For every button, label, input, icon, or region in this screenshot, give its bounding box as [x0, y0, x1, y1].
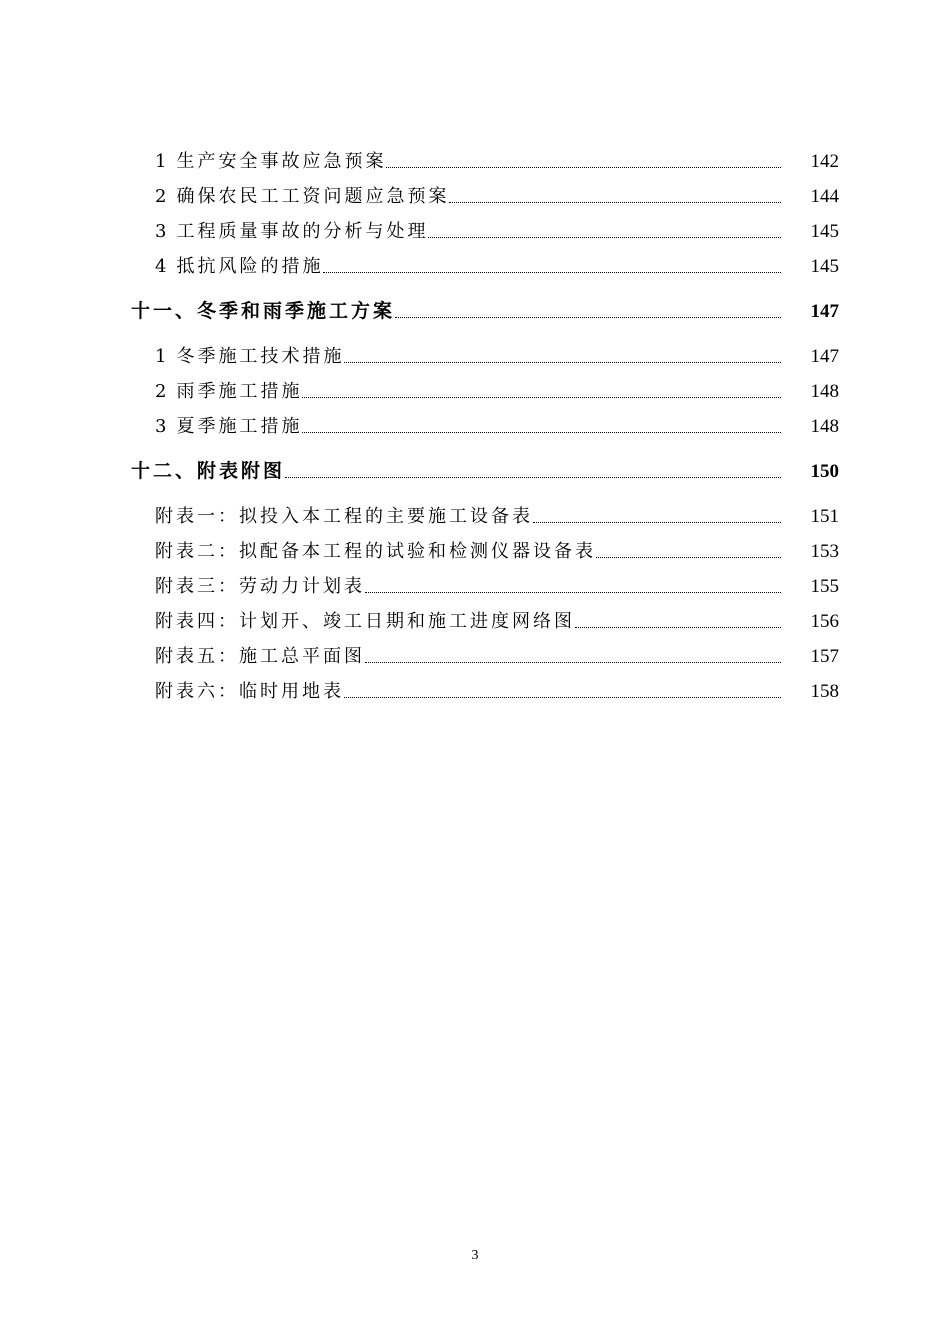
toc-entry-page: 148: [810, 416, 839, 437]
toc-chapter-entry[interactable]: [131, 296, 839, 324]
dot-leader: [365, 592, 781, 593]
toc-entry-page: 145: [810, 221, 839, 242]
toc-entry-title: 附表六：临时用地表: [155, 681, 344, 702]
page-number: 3: [471, 1248, 479, 1263]
toc-entry-page: 142: [810, 151, 839, 172]
toc-entry-page: 145: [810, 256, 839, 277]
toc-entry[interactable]: [155, 571, 839, 599]
toc-entry-page: 156: [810, 611, 839, 632]
toc-entry-title: 冬季施工技术措施: [176, 346, 345, 367]
toc-entry-number: 1: [155, 346, 167, 367]
toc-entry-title: 确保农民工工资问题应急预案: [176, 186, 450, 207]
toc-chapter-title: 十二、附表附图: [131, 460, 286, 482]
dot-leader: [344, 697, 781, 698]
dot-leader: [323, 272, 781, 273]
dot-leader: [302, 432, 781, 433]
toc-entry-title: 夏季施工措施: [176, 416, 303, 437]
dot-leader: [428, 237, 781, 238]
toc-entry-title: 雨季施工措施: [176, 381, 303, 402]
toc-entry-page: 155: [810, 576, 839, 597]
toc-entry[interactable]: [155, 146, 839, 174]
dot-leader: [365, 662, 781, 663]
dot-leader: [386, 167, 781, 168]
toc-entry[interactable]: [155, 251, 839, 279]
dot-leader: [285, 477, 781, 478]
dot-leader: [575, 627, 781, 628]
dot-leader: [533, 522, 781, 523]
toc-entry-page: 148: [810, 381, 839, 402]
dot-leader: [344, 362, 781, 363]
toc-entry-page: 153: [810, 541, 839, 562]
toc-entry-title: 抵抗风险的措施: [176, 256, 324, 277]
toc-entry[interactable]: [155, 501, 839, 529]
dot-leader: [302, 397, 781, 398]
toc-entry-title: 附表三：劳动力计划表: [155, 576, 365, 597]
toc-entry-number: 2: [155, 186, 167, 207]
toc-entry[interactable]: [155, 606, 839, 634]
toc-entry-number: 3: [155, 221, 167, 242]
toc-entry-number: 3: [155, 416, 167, 437]
toc-entry[interactable]: [155, 376, 839, 404]
toc-entry[interactable]: [155, 216, 839, 244]
toc-entry-page: 144: [810, 186, 839, 207]
toc-entry-title: 附表一：拟投入本工程的主要施工设备表: [155, 506, 533, 527]
toc-entry-title: 工程质量事故的分析与处理: [176, 221, 429, 242]
toc-chapter-entry[interactable]: [131, 456, 839, 484]
toc-entry-page: 158: [810, 681, 839, 702]
toc-entry-page: 151: [810, 506, 839, 527]
toc-entry[interactable]: [155, 411, 839, 439]
toc-entry-page: 147: [810, 346, 839, 367]
toc-entry-title: 生产安全事故应急预案: [176, 151, 387, 172]
toc-entry-title: 附表四：计划开、竣工日期和施工进度网络图: [155, 611, 575, 632]
toc-entry[interactable]: [155, 641, 839, 669]
toc-entry-number: 2: [155, 381, 167, 402]
toc-entry-number: 4: [155, 256, 167, 277]
toc-entry[interactable]: [155, 676, 839, 704]
toc-entry-title: 附表二：拟配备本工程的试验和检测仪器设备表: [155, 541, 596, 562]
toc-chapter-title: 十一、冬季和雨季施工方案: [131, 300, 396, 322]
dot-leader: [449, 202, 781, 203]
toc-entry-title: 附表五：施工总平面图: [155, 646, 365, 667]
toc-entry[interactable]: [155, 536, 839, 564]
toc-entry-page: 147: [810, 301, 839, 322]
toc-entry[interactable]: [155, 181, 839, 209]
toc-entry[interactable]: [155, 341, 839, 369]
toc-entry-page: 157: [810, 646, 839, 667]
dot-leader: [596, 557, 781, 558]
dot-leader: [395, 317, 781, 318]
toc-entry-number: 1: [155, 151, 167, 172]
toc-entry-page: 150: [810, 461, 839, 482]
